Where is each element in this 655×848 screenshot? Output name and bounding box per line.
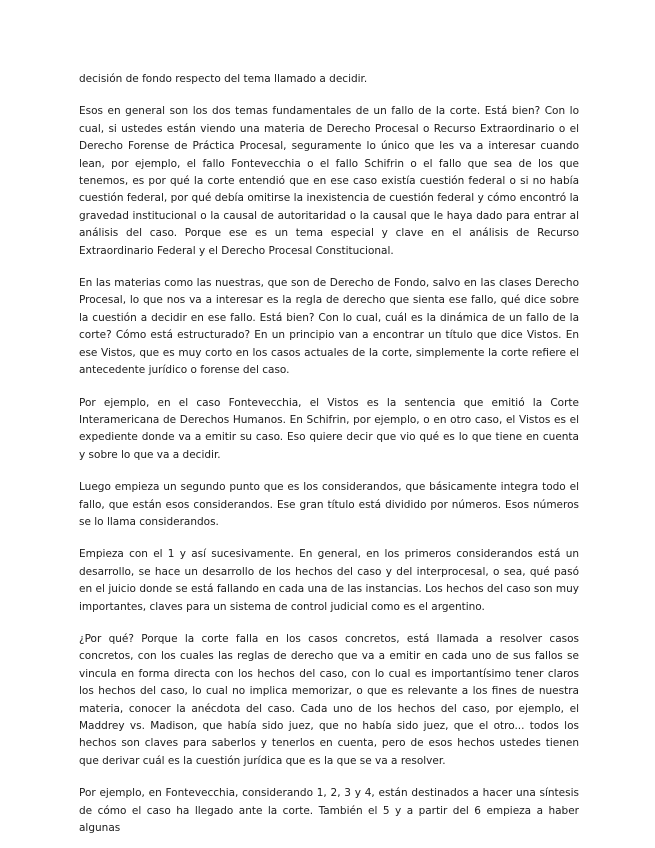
paragraph-why-concrete-cases: ¿Por qué? Porque la corte falla en los casos concretos, está llamada a resolver casos concretos, con los cuales las reglas de derecho que va a emitir en cada uno de sus fallos se vincula en forma directa con los hechos del caso, con lo cual es importantísimo tener claros los hechos del caso, lo cual no implica memorizar, o que es relevante a los fines de nuestra materia, conocer la anécdota del caso. Cada uno de los hechos del caso, por ejemplo, el Maddrey vs. Madison, que había sido juez, que no había sido juez, que el otro... todos los hechos son claves para saberlos y tenerlos en cuenta, pero de esos hechos ustedes tienen que derivar cuál es la cuestión jurídica que es la que se va a resolver. xyxy=(79,632,579,767)
document-body xyxy=(79,71,579,837)
paragraph-facts-of-case: Empieza con el 1 y así sucesivamente. En general, en los primeros considerandos está un desarrollo, se hace un desarrollo de los hechos del caso y del interprocesal, o sea, qué pasó en el juicio donde se está fallando en cada una de las instancias. Los hechos del caso son muy importantes, claves para un sistema de control judicial como es el argentino. xyxy=(79,548,579,613)
paragraph-fontevecchia-example: Por ejemplo, en Fontevecchia, considerando 1, 2, 3 y 4, están destinados a hacer una síntesis de cómo el caso ha llegado ante la corte. También el 5 y a partir del 6 empieza a haber algunas xyxy=(79,787,579,835)
paragraph-fundamental-topics: Esos en general son los dos temas fundamentales de un fallo de la corte. Está bien? Con lo cual, si ustedes están viendo una materia de Derecho Procesal o Recurso Extraordinario o el Derecho Forense de Práctica Procesal, seguramente lo único que les va a interesar cuando lean, por ejemplo, el fallo Fontevecchia o el fallo Schifrin o el fallo que sea de los que tenemos, es por qué la corte entendió que en ese caso existía cuestión federal o si no había cuestión federal, por qué debía omitirse la inexistencia de cuestión federal y cómo encontró la gravedad institucional o la causal de autoritaridad o la causal que le haya dado para entrar al análisis del caso. Porque ese es un tema especial y clave en el análisis de Recurso Extraordinario Federal y el Derecho Procesal Constitucional. xyxy=(79,105,579,257)
paragraph-considerandos: Luego empieza un segundo punto que es los considerandos, que básicamente integra todo el fallo, que están esos considerandos. Ese gran título está dividido por números. Esos números se lo llama considerandos. xyxy=(79,481,579,528)
paragraph-continuation: decisión de fondo respecto del tema llamado a decidir. xyxy=(79,73,368,85)
paragraph-vistos-example: Por ejemplo, en el caso Fontevecchia, el Vistos es la sentencia que emitió la Corte Interamericana de Derechos Humanos. En Schifrin, por ejemplo, o en otro caso, el Vistos es el expediente donde va a emitir su caso. Eso quiere decir que vio qué es lo que tiene en cuenta y sobre lo que va a decidir. xyxy=(79,396,579,461)
paragraph-substantive-law: En las materias como las nuestras, que son de Derecho de Fondo, salvo en las clases Derecho Procesal, lo que nos va a interesar es la regla de derecho que sienta ese fallo, qué dice sobre la cuestión a decidir en ese fallo. Está bien? Con lo cual, cuál es la dinámica de un fallo de la corte? Cómo está estructurado? En un principio van a encontrar un título que dice Vistos. En ese Vistos, que es muy corto en los casos actuales de la corte, simplemente la corte refiere el antecedente jurídico o forense del caso. xyxy=(79,277,579,377)
